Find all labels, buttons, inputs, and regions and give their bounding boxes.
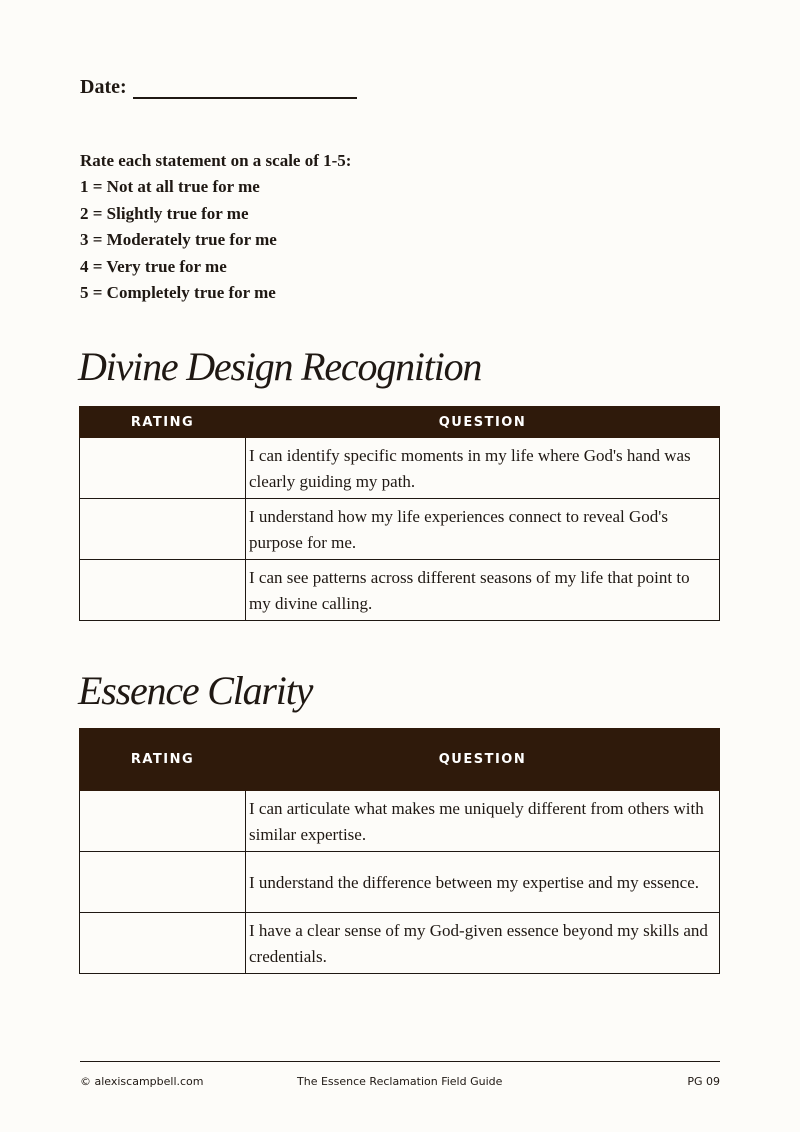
footer-website: © alexiscampbell.com [80,1075,204,1088]
question-cell: I can see patterns across different seasons of my life that point to my divine calling. [246,560,720,621]
question-header: QUESTION [246,407,720,438]
rating-cell[interactable] [80,499,246,560]
rating-header: RATING [80,407,246,438]
rating-cell[interactable] [80,791,246,852]
date-field [80,76,357,99]
footer-divider [80,1061,720,1062]
essence-clarity-table [79,728,720,974]
divine-design-table [79,406,720,621]
table-header-row [80,729,720,791]
table-row [80,852,720,913]
date-label: Date: [80,76,127,98]
question-cell: I understand how my life experiences connect to reveal God's purpose for me. [246,499,720,560]
footer-page-number: PG 09 [687,1075,720,1088]
scale-item-5: 5 = Completely true for me [80,283,276,303]
rating-cell[interactable] [80,560,246,621]
section-title-essence-clarity: Essence Clarity [78,668,313,713]
table-row [80,560,720,621]
table-row [80,499,720,560]
rating-header: RATING [80,729,246,791]
rating-cell[interactable] [80,438,246,499]
table-row [80,438,720,499]
question-cell: I understand the difference between my expertise and my essence. [246,852,720,913]
table-header-row [80,407,720,438]
scale-item-1: 1 = Not at all true for me [80,177,260,197]
scale-item-2: 2 = Slightly true for me [80,203,249,223]
date-blank-line[interactable] [133,77,357,99]
question-cell: I have a clear sense of my God-given essence beyond my skills and credentials. [246,913,720,974]
section-title-divine-design: Divine Design Recognition [78,344,482,389]
scale-item-3: 3 = Moderately true for me [80,230,277,250]
question-cell: I can identify specific moments in my life where God's hand was clearly guiding my path. [246,438,720,499]
question-header: QUESTION [246,729,720,791]
table-row [80,791,720,852]
question-cell: I can articulate what makes me uniquely different from others with similar expertise. [246,791,720,852]
scale-item-4: 4 = Very true for me [80,256,227,276]
rating-instructions [80,148,351,306]
rating-cell[interactable] [80,913,246,974]
table-row [80,913,720,974]
footer-guide-title: The Essence Reclamation Field Guide [297,1075,503,1088]
rating-cell[interactable] [80,852,246,913]
instructions-intro: Rate each statement on a scale of 1-5: [80,151,352,170]
